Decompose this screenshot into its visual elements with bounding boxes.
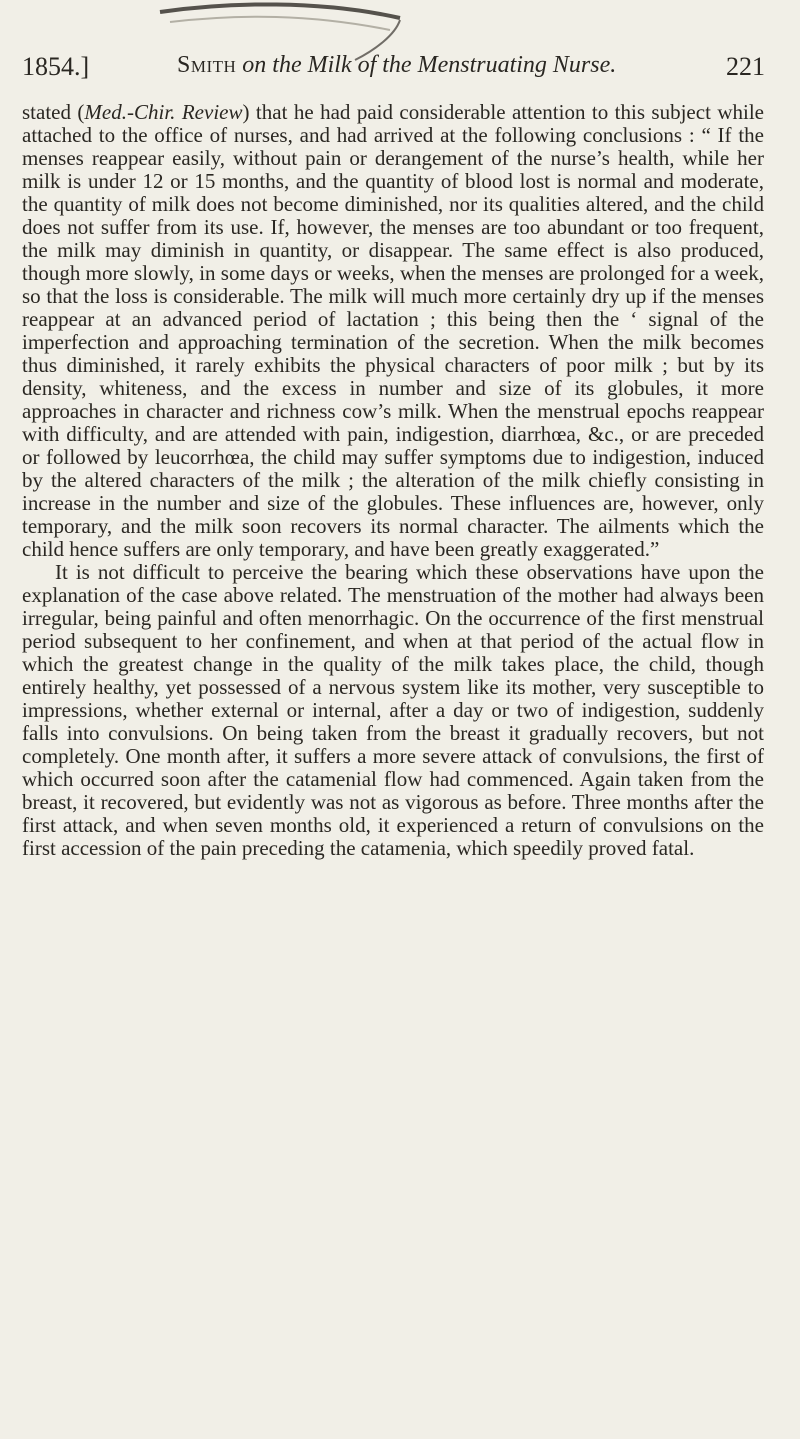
paragraph-1 [22, 101, 764, 561]
body-text [22, 101, 764, 860]
header-title [177, 52, 616, 79]
header-title-italic: the Milk of the Menstruating Nurse. [272, 52, 617, 78]
citation: Med.-Chir. Review [84, 100, 243, 124]
paragraph-2: It is not difficult to perceive the bearing which these observations have upon the explanation of the case above related. The menstruation of the mother had always been irregular, being painful and often menorrhagic. On the occurrence of the first menstrual period subsequent to her confinement, and when at that period of the actual flow in which the greatest change in the quality of the milk takes place, the child, though entirely healthy, yet possessed of a nervous system like its mother, very susceptible to impressions, whether external or internal, after a day or two of indigestion, suddenly falls into convulsions. On being taken from the breast it gradually recovers, but not completely. One month after, it suffers a more severe attack of convulsions, the first of which occurred soon after the catamenial flow had commenced. Again taken from the breast, it recovered, but evidently was not as vigorous as before. Three months after the first attack, and when seven months old, it experienced a return of convulsions on the first accession of the pain preceding the catamenia, which speedily proved fatal. [22, 560, 764, 860]
header-year: 1854.] [22, 52, 90, 81]
header-author: Smith [177, 52, 237, 78]
p1-rest: ) that he had paid considerable attention to this subject while attached to the office of nurses, and had arrived at the following conclusions : “ If the menses reappear easily, without pain or derangement of the nurse’s health, while her milk is under 12 or 15 months, and the quantity of blood lost is normal and moderate, the quantity of milk does not become diminished, nor its qualities altered, and the child does not suffer from its use. If, however, the menses are too abundant or too frequent, the milk may diminish in quantity, or disappear. The same effect is also produced, though more slowly, in some days or weeks, when the menses are prolonged for a week, so that the loss is considerable. The milk will much more certainly dry up if the menses reappear at an advanced period of lactation ; this being then the ‘ signal of the imperfection and approaching termination of the secretion. When the milk becomes thus diminished, it rarely exhibits the physical characters of poor milk ; but by its density, whiteness, and the excess in number and size of its globules, it more approaches in character and richness cow’s milk. When the menstrual epochs reappear with difficulty, and are attended with pain, indigestion, diarrhœa, &c., or are preceded or followed by leucorrhœa, the child may suffer symptoms due to indigestion, induced by the altered characters of the milk ; the alteration of the milk chiefly consisting in increase in the number and size of the globules. These influences are, however, only temporary, and the milk soon recovers its normal character. The ailments which the child hence suffers are only temporary, and have been greatly exaggerated.” [22, 100, 764, 561]
running-header [22, 52, 765, 92]
header-title-on: on [242, 52, 267, 78]
p1-start: stated ( [22, 100, 85, 124]
page-number: 221 [726, 52, 765, 81]
